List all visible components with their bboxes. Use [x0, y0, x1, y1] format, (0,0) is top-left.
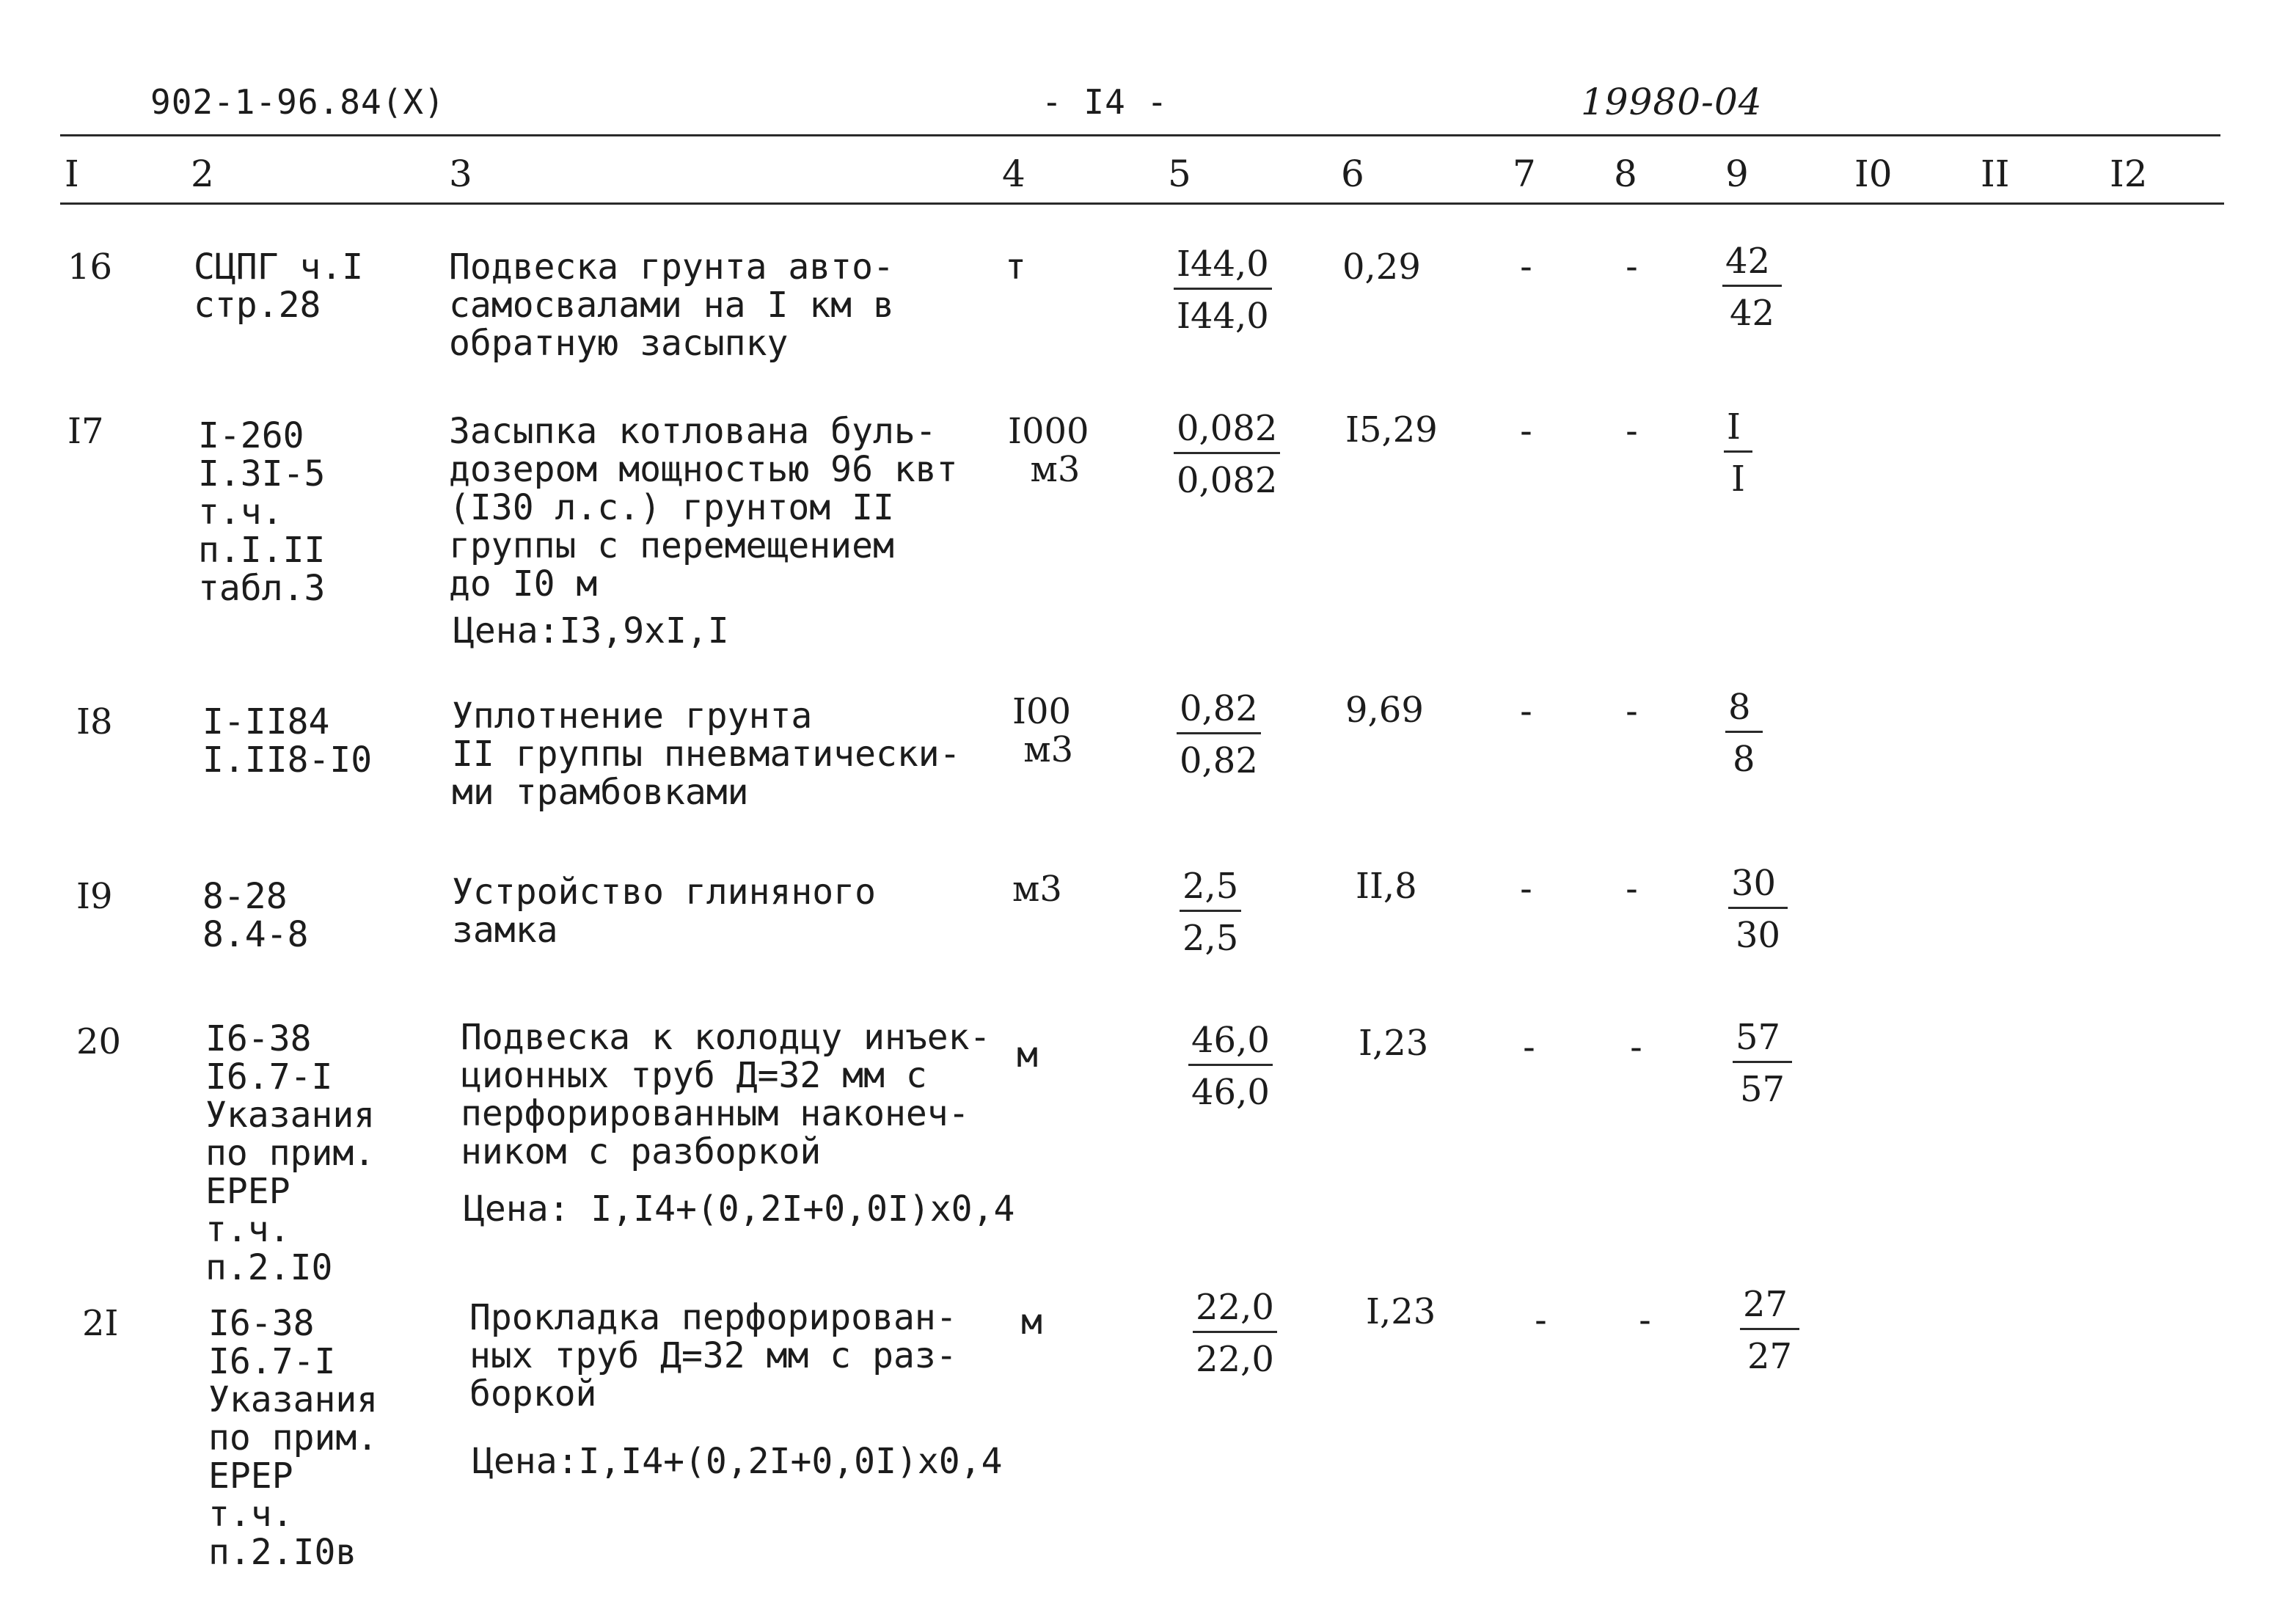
row-unit: т: [1005, 247, 1026, 288]
col9-denominator: 42: [1730, 293, 1775, 334]
row-col8: -: [1621, 691, 1642, 732]
row-unit: I000 м3: [1008, 411, 1089, 490]
quantity-numerator: 22,0: [1193, 1288, 1277, 1333]
row-col8: -: [1621, 247, 1642, 288]
row-description: Засыпка котлована буль- дозером мощностью 96 квт (I30 л.с.) грунтом II группы с перемещением до I0 м: [449, 411, 958, 605]
row-number: 16: [67, 247, 113, 288]
col9-denominator: 8: [1733, 739, 1755, 780]
col9-numerator: 42: [1722, 242, 1782, 287]
row-price-formula: Цена: I,I4+(0,2I+0,0I)x0,4: [464, 1188, 1015, 1230]
row-rate: 0,29: [1342, 247, 1421, 288]
row-col7: -: [1530, 1300, 1551, 1341]
row-col8: -: [1621, 869, 1642, 910]
header-rule: [60, 134, 2220, 136]
quantity-denominator: 46,0: [1191, 1072, 1270, 1113]
row-number: I8: [76, 701, 113, 742]
row-price-formula: Цена:I,I4+(0,2I+0,0I)x0,4: [472, 1441, 1003, 1482]
row-rate: II,8: [1356, 866, 1417, 907]
column-header: 7: [1513, 153, 1536, 195]
row-col7: -: [1516, 691, 1537, 732]
row-col7: -: [1516, 869, 1537, 910]
row-col7: -: [1518, 1027, 1540, 1068]
row-price-formula: Цена:I3,9xI,I: [453, 610, 729, 651]
row-rate: 9,69: [1345, 690, 1424, 731]
row-col9: [1725, 688, 1763, 778]
column-header: 5: [1168, 153, 1191, 195]
column-header: II: [1981, 153, 2010, 195]
column-header: 6: [1341, 153, 1364, 195]
column-header: 2: [191, 153, 214, 195]
row-rate: I5,29: [1345, 409, 1438, 450]
row-col7: -: [1516, 411, 1537, 452]
row-quantity: [1174, 245, 1272, 335]
quantity-denominator: I44,0: [1177, 296, 1269, 337]
row-reference: I6-38 I6.7-I Указания по прим. ЕРЕР т.ч. п.2.I0: [205, 1018, 376, 1288]
col9-denominator: 30: [1736, 915, 1781, 956]
row-col8: -: [1621, 411, 1642, 452]
quantity-numerator: 46,0: [1188, 1021, 1273, 1066]
row-quantity: [1177, 690, 1261, 780]
row-reference: СЦПГ ч.I стр.28: [194, 247, 364, 326]
col9-numerator: I: [1724, 408, 1752, 453]
col9-numerator: 8: [1725, 688, 1763, 733]
row-col9: [1728, 864, 1788, 954]
col9-numerator: 27: [1740, 1285, 1799, 1330]
row-description: Подвеска грунта авто- самосвалами на I км в обратную засыпку: [449, 247, 894, 364]
quantity-numerator: 0,082: [1174, 409, 1280, 454]
row-unit: м: [1017, 1034, 1038, 1076]
column-header: 8: [1614, 153, 1637, 195]
row-number: I7: [67, 411, 104, 452]
row-col9: [1740, 1285, 1799, 1376]
row-col8: -: [1634, 1300, 1656, 1341]
column-header: 4: [1002, 153, 1025, 195]
col9-denominator: 57: [1740, 1069, 1785, 1110]
row-description: Устройство глиняного замка: [452, 872, 876, 951]
column-header: I2: [2110, 153, 2148, 195]
row-col7: -: [1516, 247, 1537, 288]
row-reference: I-260 I.3I-5 т.ч. п.I.II табл.3: [198, 415, 326, 609]
column-header: I: [65, 153, 79, 195]
row-description: Уплотнение грунта II группы пневматически- ми трамбовками: [452, 695, 961, 813]
row-number: I9: [76, 876, 113, 917]
row-reference: 8-28 8.4-8: [202, 876, 309, 955]
column-header: I0: [1854, 153, 1893, 195]
quantity-denominator: 0,82: [1180, 740, 1258, 781]
quantity-denominator: 2,5: [1182, 918, 1239, 959]
page-number: - I4 -: [1042, 82, 1169, 122]
row-col8: -: [1626, 1027, 1647, 1068]
row-description: Прокладка перфорирован- ных труб Д=32 мм с раз- боркой: [469, 1297, 957, 1414]
row-quantity: [1188, 1021, 1273, 1111]
col9-denominator: 27: [1747, 1336, 1793, 1377]
column-header: 9: [1725, 153, 1749, 195]
row-col9: [1733, 1018, 1792, 1109]
document-code: 902-1-96.84(X): [150, 82, 445, 122]
row-rate: I,23: [1366, 1291, 1436, 1332]
row-unit: м3: [1012, 869, 1062, 910]
quantity-numerator: 2,5: [1180, 867, 1241, 912]
row-reference: I-II84 I.II8-I0: [202, 701, 373, 781]
row-quantity: [1193, 1288, 1277, 1379]
quantity-denominator: 0,082: [1177, 460, 1278, 501]
row-quantity: [1174, 409, 1280, 500]
row-unit: м: [1021, 1301, 1042, 1343]
row-reference: I6-38 I6.7-I Указания по прим. ЕРЕР т.ч. п.2.I0в: [208, 1303, 379, 1573]
column-header: 3: [449, 153, 472, 195]
row-rate: I,23: [1359, 1023, 1429, 1064]
row-description: Подвеска к колодцу инъек- ционных труб Д=32 мм с перфорированным наконеч- ником с разборкой: [461, 1017, 991, 1172]
col9-denominator: I: [1731, 459, 1745, 500]
row-col9: [1722, 242, 1782, 332]
row-number: 2I: [82, 1303, 119, 1344]
row-unit: I00 м3: [1012, 691, 1074, 770]
column-header-rule: [60, 202, 2224, 205]
col9-numerator: 30: [1728, 864, 1788, 909]
row-col9: [1724, 408, 1752, 498]
col9-numerator: 57: [1733, 1018, 1792, 1063]
quantity-numerator: 0,82: [1177, 690, 1261, 734]
quantity-denominator: 22,0: [1196, 1339, 1274, 1380]
document-number: 19980-04: [1581, 81, 1763, 123]
quantity-numerator: I44,0: [1174, 245, 1272, 290]
row-quantity: [1180, 867, 1241, 957]
row-number: 20: [76, 1021, 122, 1062]
